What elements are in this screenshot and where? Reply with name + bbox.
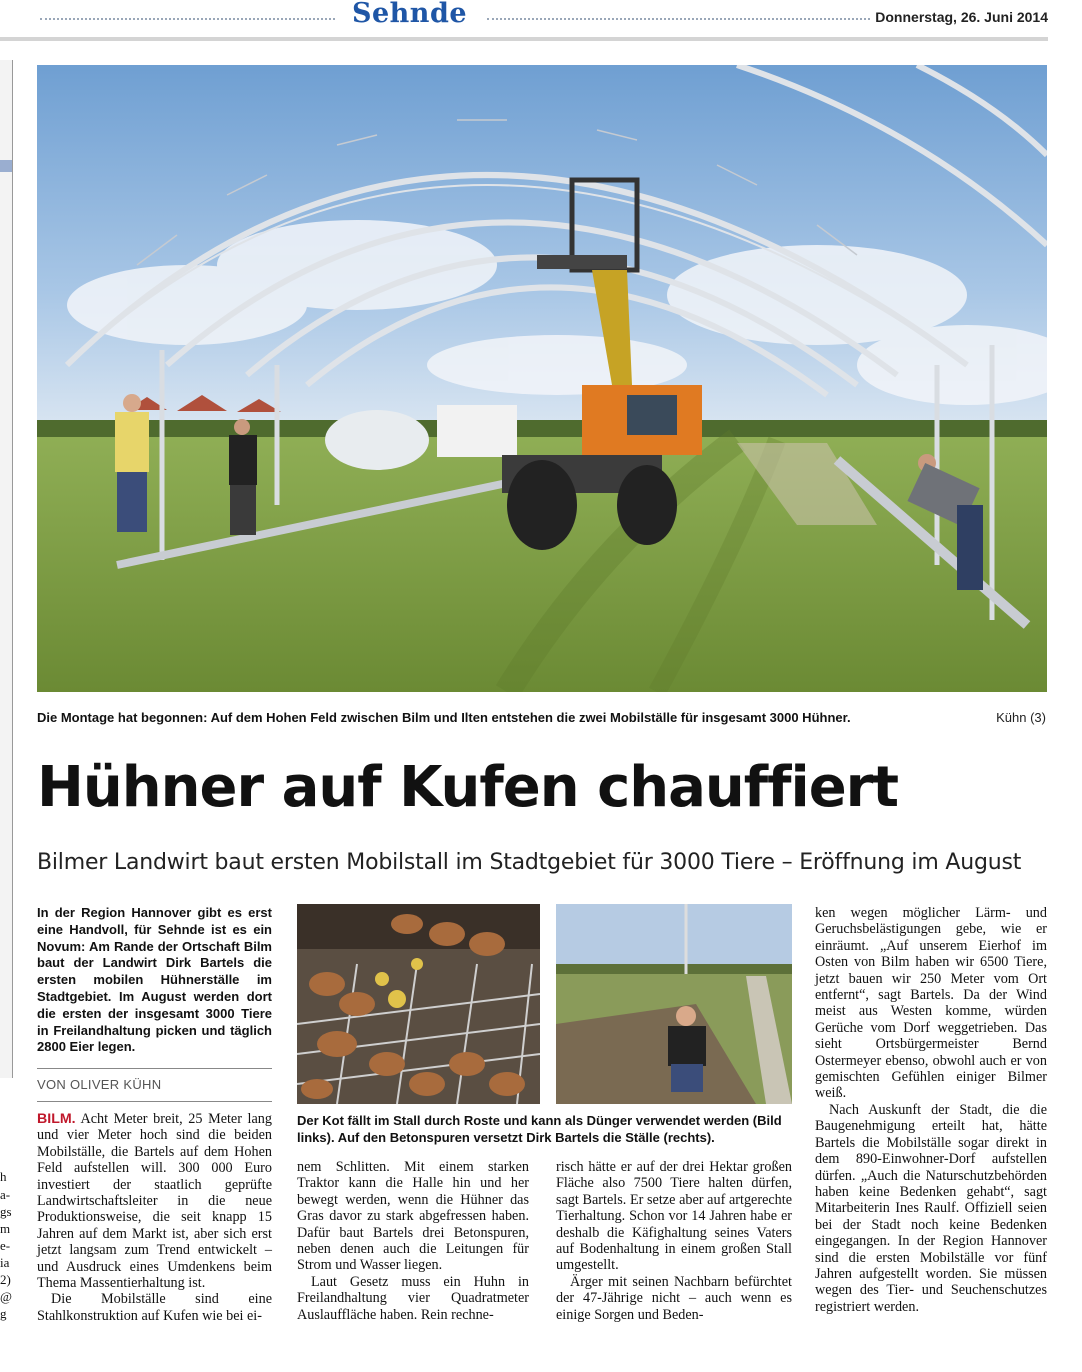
fragment: 2) bbox=[0, 1272, 11, 1287]
photo-chickens bbox=[297, 904, 540, 1104]
paragraph: Laut Gesetz muss ein Huhn in Freilandhaltung vier Quadratmeter Auslauffläche haben. Rein rechne- bbox=[297, 1273, 529, 1323]
paragraph: Die Mobilställe sind eine Stahlkonstruktion auf Kufen wie bei ei- bbox=[37, 1291, 272, 1324]
main-photo bbox=[37, 65, 1047, 692]
fragment: h bbox=[0, 1169, 7, 1184]
body-column-4 bbox=[815, 905, 1047, 1315]
subheadline: Bilmer Landwirt baut ersten Mobilstall im Stadtgebiet für 3000 Tiere – Eröffnung im August bbox=[37, 850, 1022, 875]
photo-farmer bbox=[556, 904, 792, 1104]
headline: Hühner auf Kufen chauffiert bbox=[37, 755, 899, 820]
teaser: In der Region Hannover gibt es erst eine Handvoll, für Sehnde ist es ein Novum: Am Rande der Ortschaft Bilm baut der Landwirt Dirk Bartels die ersten mobilen Hühnerställe im Stadtgebiet. Im August werden dort die ersten der insgesamt 3000 Tiere in Freilandhaltung picken und täglich 2800 Eier legen. bbox=[37, 905, 272, 1055]
paragraph: ken wegen möglicher Lärm- und Geruchsbelästigungen gebe, wie er einräumt. „Auf unserem Eierhof im Osten von Bilm haben wir 6500 Tiere, jetzt bauen wir 250 Meter vom Ort entfernt“, sagt Bartels. Da der Wind meist aus Westen komme, würden Gerüche vom Dorf weggetrieben. Das sieht Ortsbürgermeister Bernd Ostermeyer ebenso, obwohl auch er von gemischten Gefühlen einiger Bilmer weiß. bbox=[815, 905, 1047, 1102]
body-column-1 bbox=[37, 1111, 272, 1324]
paragraph: risch hätte er auf der drei Hektar großen Fläche also 7500 Tiere halten dürfen, sagt Bartels. Er setze aber auf artgerechte Tierhaltung. Schon vor 14 Jahren habe er deshalb die Käfighaltung seines Vaters auf Bodenhaltung in einem großen Stall umgestellt. bbox=[556, 1159, 792, 1274]
adjacent-color-bar bbox=[0, 160, 12, 172]
van bbox=[437, 405, 517, 457]
fragment: a- bbox=[0, 1187, 11, 1202]
small-photos-caption: Der Kot fällt im Stall durch Roste und kann als Dünger verwendet werden (Bild links). Auf den Betonspuren versetzt Dirk Bartels die Ställe (rechts). bbox=[297, 1113, 782, 1145]
fragment: gs bbox=[0, 1204, 12, 1219]
fragment: @ bbox=[0, 1289, 12, 1304]
paragraph: Nach Auskunft der Stadt, die die Baugenehmigung erteilt hat, hätte Bartels die Mobilställe sogar direkt in dem 890-Einwohner-Dorf aufstellen dürfen. „Auch die Naturschutzbehörden haben keine Bedenken gehabt“, sagt Mitarbeiterin Ines Raulf. Offiziell seien bei der Stadt noch keine Bedenken eingegangen. In der Region Hannover sind die ersten Mobilställe vor fünf Jahren aufgestellt worden. Sie müssen wegen des Tier- und Seuchenschutzes registriert werden. bbox=[815, 1101, 1047, 1315]
fragment: g bbox=[0, 1306, 7, 1321]
paragraph: Acht Meter breit, 25 Meter lang und vier Meter hoch sind die beiden Mobilställe, die Bartels auf dem Hohen Feld aufstellen will. 300 000 Euro investiert der staatlich geprüfte Landwirtschaftsleiter in die neue Produktionsweise, die seit knapp 15 Jahren auf dem Markt ist, aber sich erst jetzt langsam zum Trend entwickelt – und Ausdruck eines Umdenkens beim Thema Massentierhaltung ist. bbox=[37, 1111, 272, 1292]
adjacent-page-strip bbox=[0, 60, 13, 1078]
author-rule bbox=[37, 1101, 272, 1102]
body-column-3 bbox=[556, 1159, 792, 1323]
issue-date: Donnerstag, 26. Juni 2014 bbox=[875, 9, 1048, 25]
header-dots-left bbox=[40, 18, 335, 20]
author-byline: VON OLIVER KÜHN bbox=[37, 1077, 162, 1092]
paragraph: Ärger mit seinen Nachbarn befürchtet der 47-Jährige nicht – auch wenn es einige Sorgen und Beden- bbox=[556, 1273, 792, 1323]
main-photo-caption: Die Montage hat begonnen: Auf dem Hohen Feld zwischen Bilm und Ilten entstehen die zwei Mobilställe für insgesamt 3000 Hühner. bbox=[37, 710, 851, 725]
section-title: Sehnde bbox=[352, 0, 467, 29]
paragraph: nem Schlitten. Mit einem starken Traktor kann die Halle hin und her bewegt werden, wenn die Hühner das Gras davor zu stark abgefressen haben. Dafür baut Bartels drei Betonspuren, neben denen auch die Leitungen für Strom und Wasser liegen. bbox=[297, 1159, 529, 1274]
header-rule bbox=[0, 37, 1048, 41]
body-column-2 bbox=[297, 1159, 529, 1323]
fragment: ia bbox=[0, 1255, 10, 1270]
teaser-rule bbox=[37, 1068, 272, 1069]
photo-credit: Kühn (3) bbox=[996, 710, 1046, 725]
fragment: e- bbox=[0, 1238, 11, 1253]
fragment: m bbox=[0, 1221, 11, 1236]
dateline: BILM. bbox=[37, 1111, 76, 1127]
header-dots-right bbox=[487, 18, 870, 20]
silo-tank bbox=[325, 410, 429, 470]
